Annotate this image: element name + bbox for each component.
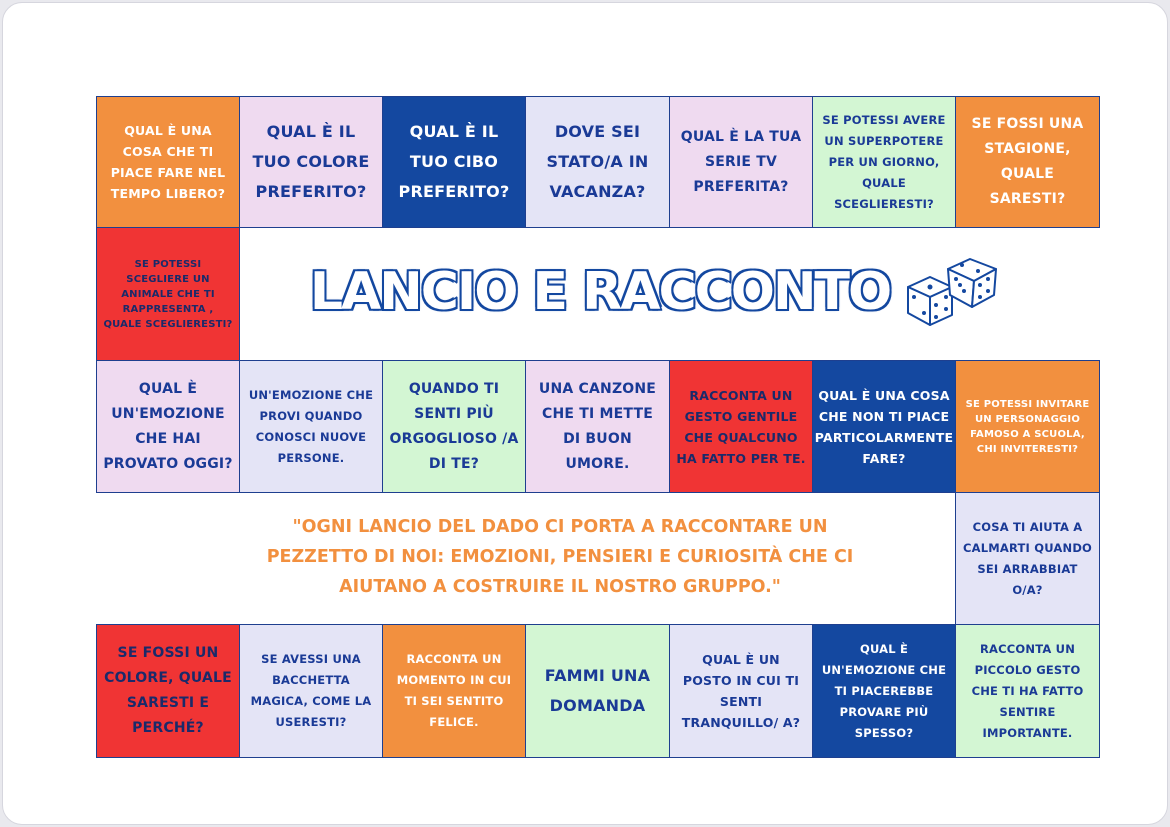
cell-text: QUAL È UN'EMOZIONE CHE TI PIACEREBBE PROVARE PIÙ SPESSO? xyxy=(821,641,947,740)
cell-text: UNA CANZONE CHE TI METTE DI BUON UMORE. xyxy=(538,380,657,472)
board-cell[interactable] xyxy=(812,624,956,758)
cell-text: SE FOSSI UNA STAGIONE, QUALE SARESTI? xyxy=(971,116,1084,207)
board-cell[interactable] xyxy=(382,96,526,228)
cell-text: SE POTESSI INVITARE UN PERSONAGGIO FAMOSO A SCUOLA, CHI INVITERESTI? xyxy=(965,398,1090,455)
board-cell[interactable] xyxy=(382,624,526,758)
game-title: LANCIO E RACCONTO xyxy=(309,262,891,322)
cell-text: SE POTESSI AVERE UN SUPERPOTERE PER UN GIORNO, QUALE SCEGLIERESTI? xyxy=(822,112,946,211)
board-cell[interactable] xyxy=(239,96,383,228)
dice-icon xyxy=(900,255,1005,335)
cell-text: QUANDO TI SENTI PIÙ ORGOGLIOSO /A DI TE? xyxy=(389,380,519,472)
cell-text: DOVE SEI STATO/A IN VACANZA? xyxy=(546,122,649,201)
cell-text: SE FOSSI UN COLORE, QUALE SARESTI E PERCHÉ? xyxy=(104,645,232,736)
board-cell[interactable] xyxy=(525,624,670,758)
cell-text: QUAL È IL TUO CIBO PREFERITO? xyxy=(398,122,510,201)
board-cell[interactable] xyxy=(812,96,956,228)
board-cell[interactable] xyxy=(669,96,813,228)
cell-text: UN'EMOZIONE CHE PROVI QUANDO CONOSCI NUOVE PERSONE. xyxy=(248,387,374,465)
cell-text: QUAL È IL TUO COLORE PREFERITO? xyxy=(252,122,370,201)
cell-text: QUAL È UN POSTO IN CUI TI SENTI TRANQUILLO/ A? xyxy=(681,652,801,730)
cell-text: RACCONTA UN MOMENTO IN CUI TI SEI SENTITO FELICE. xyxy=(396,652,512,729)
board-cell[interactable] xyxy=(955,624,1100,758)
cell-text: SE AVESSI UNA BACCHETTA MAGICA, COME LA USERESTI? xyxy=(250,652,372,729)
board-cell[interactable] xyxy=(239,624,383,758)
cell-text: QUAL È UN'EMOZIONE CHE HAI PROVATO OGGI? xyxy=(103,380,233,472)
board-cell[interactable] xyxy=(955,360,1100,493)
cell-text: QUAL È UNA COSA CHE NON TI PIACE PARTICOLARMENTE FARE? xyxy=(814,387,954,466)
board-cell[interactable] xyxy=(96,360,240,493)
cell-text: FAMMI UNA DOMANDA xyxy=(544,666,651,715)
board-cell[interactable] xyxy=(955,492,1100,625)
board-cell[interactable] xyxy=(96,96,240,228)
cell-text: SE POTESSI SCEGLIERE UN ANIMALE CHE TI RAPPRESENTA , QUALE SCEGLIERESTI? xyxy=(103,259,233,330)
cell-text: RACCONTA UN GESTO GENTILE CHE QUALCUNO HA FATTO PER TE. xyxy=(676,387,806,466)
board-cell[interactable] xyxy=(239,360,383,493)
board-cell[interactable] xyxy=(812,360,956,493)
board-cell[interactable] xyxy=(525,360,670,493)
game-board xyxy=(96,96,1100,758)
board-cell[interactable] xyxy=(96,227,240,362)
board-quote: "OGNI LANCIO DEL DADO CI PORTA A RACCONTARE UN PEZZETTO DI NOI: EMOZIONI, PENSIERI E CURIOSITÀ CHE CI AIUTANO A COSTRUIRE IL NOSTRO GRUPPO." xyxy=(266,517,854,597)
board-cell[interactable] xyxy=(96,624,240,758)
board-cell[interactable] xyxy=(955,96,1100,228)
board-cell[interactable] xyxy=(669,360,813,493)
board-cell[interactable] xyxy=(669,624,813,758)
cell-text: COSA TI AIUTA A CALMARTI QUANDO SEI ARRABBIAT O/A? xyxy=(962,519,1093,597)
cell-text: RACCONTA UN PICCOLO GESTO CHE TI HA FATTO SENTIRE IMPORTANTE. xyxy=(971,641,1084,740)
board-cell[interactable] xyxy=(382,360,526,493)
cell-text: QUAL È UNA COSA CHE TI PIACE FARE NEL TEMPO LIBERO? xyxy=(110,123,226,201)
board-cell[interactable] xyxy=(525,96,670,228)
cell-text: QUAL È LA TUA SERIE TV PREFERITA? xyxy=(680,128,802,195)
